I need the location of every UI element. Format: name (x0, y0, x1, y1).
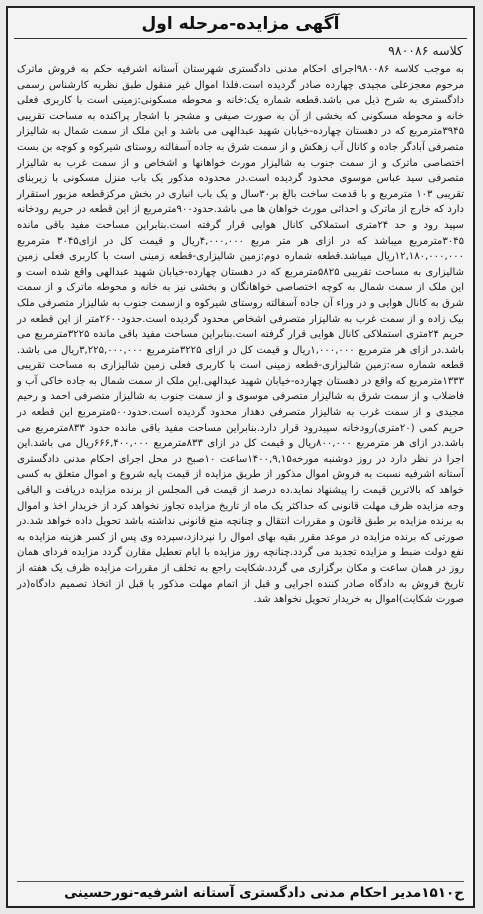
title-divider (14, 38, 467, 39)
notice-signature: ح۱۵۱۰مدیر احکام مدنی دادگستری آستانه اشرفیه-نورحسینی (17, 881, 464, 901)
auction-notice (6, 6, 475, 908)
notice-title: آگهی مزایده-مرحله اول (141, 14, 340, 34)
notice-body: به موجب کلاسه ۹۸۰۰۸۶اجرای احکام مدنی دادگستری شهرستان آستانه اشرفیه حکم به فروش ماترک مرحوم معجزعلی مجیدی چهارده صادر گردیده است.فلذا اموال غیر منقول طبق نظریه کارشناس رسمی دادگستری به شرح ذیل می باشد.قطعه شماره یک:خانه و محوطه مسکونی:زمینی است با کاربری فعلی خانه و محوطه مسکونی که بخشی از آن به صورت صیفی و مشجر با اشجار پراکنده به مساحت تقریبی ۳۹۴۵مترمربع که در دهستان چهارده-خیابان شهید عبدالهی می باشد و این ملک از سمت شمال به شالیزار متصرفی آبادگر جاده و کانال آب زهکش و از سمت شرق به جاده آسفالته روستای شیرکوه و کوچه بن بست اختصاصی ماترک و از سمت جنوب به شالیزار مورث خواهانها و اشخاص و از سمت غرب به شالیزار متصرفی سید عباس موسوی محدود گردیده است.در محدوده مذکور یک باب منزل مسکونی با زیربنای تقریبی ۱۰۳ مترمربع و با قدمت ساخت بالغ بر۳۰سال و یک باب انباری در بخش مرکزقطعه مزبور استقرار دارد که خارج از ماترک و احداثی مورث خواهان ها می باشد.حدود۹۰۰مترمربع از این قطعه در حریم رودخانه سپید رود و حد ۲۴متری استملاکی کانال هوایی قرار گرفته است.بنابراین مساحت مفید باقی مانده ۳۰۴۵مترمربع میباشد که در ازای هر متر مربع ۴,۰۰۰,۰۰۰ریال و قیمت کل در ازای۳۰۴۵ مترمربع ۱۲,۱۸۰,۰۰۰,۰۰۰ریال میباشد.قطعه شماره دوم:زمین شالیزاری-قطعه زمینی است با کاربری فعلی زمین شالیزاری به مساحت تقریبی ۵۸۲۵مترمربع که در دهستان چهارده-خیابان شهید عبدالهی واقع شده است و این ملک از سمت شمال به کوچه اختصاصی خواهانگان و بخشی نیز به خانه و محوطه ماترک و از سمت شرق به کانال هوایی و در وراء آن جاده آسفالته روستای شیرکوه و ازسمت جنوب به شالیزار متصرفی ملک بیک زاده و از سمت غرب به شالیزار متصرفی اشخاص محدود گردیده است.حدود۲۶۰۰متر از این قطعه در حریم ۲۴متری استملاکی کانال هوایی قرار گرفته است.بنابراین مساحت مفید باقی مانده ۳۲۲۵مترمربع می باشد.در ازای هر مترمربع ۱,۰۰۰,۰۰۰ریال و قیمت کل در ازای ۳۲۲۵مترمربع ۳,۲۲۵,۰۰۰,۰۰۰ریال می باشد. قطعه شماره سه:زمین شالیزاری-قطعه زمینی است با کاربری فعلی زمین شالیزاری به مساحت تقریبی ۱۳۳۳مترمربع که واقع در دهستان چهارده-خیابان شهید عبدالهی.این ملک از سمت شمال به جاده خاکی آب و فاضلاب و از سمت شرق به شالیزار متصرفی موسوی و از سمت جنوب به شالیزار متصرفی احمد و رحیم مجیدی و از سمت غرب به شالیزار متصرفی دهدار محدود گردیده است.حدود۵۰۰مترمربع این قطعه در حریم کمی (۲۰متری)رودخانه سپیدرود قرار دارد.بنابراین مساحت مفید باقی مانده حدود ۸۳۳مترمربع می باشد.در ازای هر مترمربع ۸۰۰,۰۰۰ریال و قیمت کل در ازای ۸۳۳مترمربع ۶۶۶,۴۰۰,۰۰۰ریال می باشد.این اجرا در نظر دارد در روز دوشنبه مورخه۱۴۰۰,۹,۱۵ساعت ۱۰صبح در محل اجرای احکام مدنی دادگستری آستانه اشرفیه نسبت به فروش اموال مذکور از طریق مزایده از قیمت پایه شروع و اموال متعلق به کسی خواهد که بالاترین قیمت را پیشنهاد نماید.ده درصد از قیمت فی المجلس از برنده مزایده دریافت و الباقی وجه مزایده ظرف مهلت قانونی که حداکثر یک ماه از تاریخ مزایده تجاوز نخواهد کرد از خریدار اخذ و اموال به برنده مزایده بر طبق قانون و مقررات انتقال و چنانچه منع قانونی نداشته باشد تحویل داده خواهد شد.در صورتی که برنده مزایده در موعد مقرر بقیه بهای اموال را نپردازد،سپرده وی پس از کسر هزینه مزایده به نفع دولت ضبط و مزایده تجدید می گردد.چنانچه روز مزایده با ایام تعطیل مقارن گردد مزایده فردای همان روز در همان ساعت و مکان برگزاری می گردد.شکایت راجع به تخلف از مقررات مزایده ظرف یک هفته از تاریخ فروش به دادگاه صادر کننده اجرایی و قبل از اتمام مهلت مذکور یا قبل از اتخاذ تصمیم دادگاه(در صورت شکایت)اموال به خریدار تحویل نخواهد شد. (17, 64, 465, 606)
case-number: کلاسه ۹۸۰۰۸۶ (388, 43, 463, 58)
